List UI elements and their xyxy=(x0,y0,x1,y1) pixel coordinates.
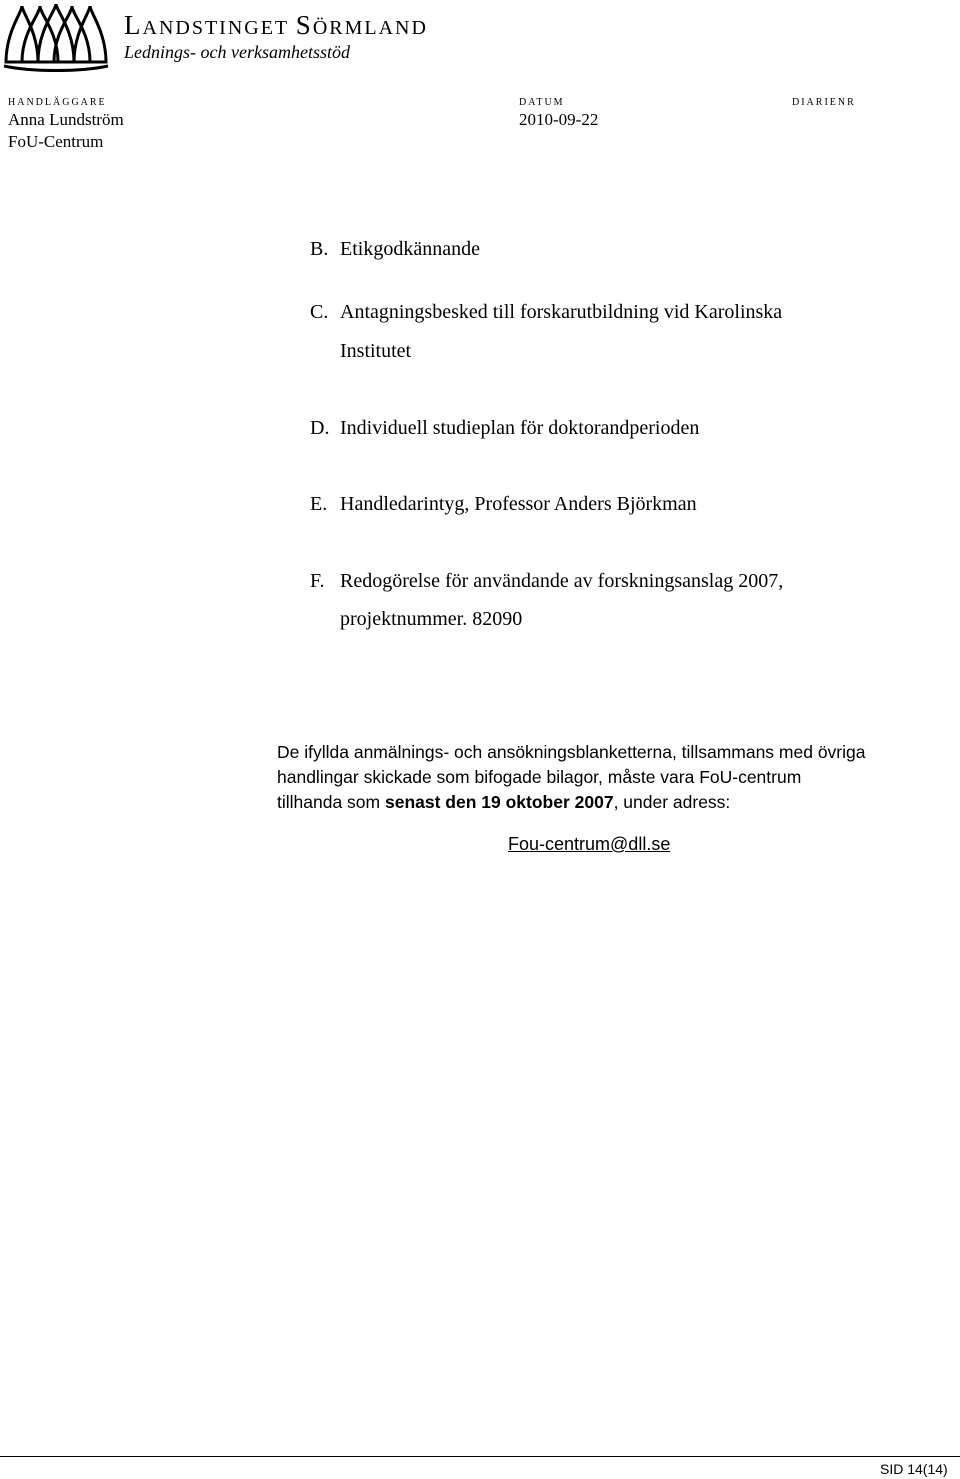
attachment-item-f xyxy=(310,570,783,593)
organization-name xyxy=(124,12,428,39)
attachment-letter: E. xyxy=(310,493,328,515)
footer-divider xyxy=(0,1456,960,1457)
attachment-item-b xyxy=(310,238,480,261)
closing-line-3-end: , under adress: xyxy=(613,792,731,812)
department-name: Lednings- och verksamhetsstöd xyxy=(124,42,350,62)
attachment-text: Individuell studieplan för doktorandperioden xyxy=(340,417,700,439)
email-link[interactable]: Fou-centrum@dll.se xyxy=(508,834,671,854)
attachment-item-c xyxy=(310,301,782,324)
org-name-initial-2: S xyxy=(295,10,313,40)
attachment-letter: D. xyxy=(310,417,330,439)
datum-value: 2010-09-22 xyxy=(519,110,599,129)
attachment-item-c-continuation: Institutet xyxy=(340,340,412,362)
attachment-letter: B. xyxy=(310,238,329,260)
closing-line-3 xyxy=(277,790,947,815)
handlaggare-label: HANDLÄGGARE xyxy=(8,97,107,108)
attachment-text: Handledarintyg, Professor Anders Björkman xyxy=(340,493,697,515)
org-name-part-1: ANDSTINGET xyxy=(142,17,296,39)
handlaggare-name: Anna Lundström xyxy=(8,110,124,129)
page-number: SID 14(14) xyxy=(880,1461,948,1477)
closing-line-3-start: tillhanda som xyxy=(277,792,385,812)
datum-label: DATUM xyxy=(519,97,565,108)
handlaggare-department: FoU-Centrum xyxy=(8,132,104,151)
attachment-text: Etikgodkännande xyxy=(340,238,480,260)
diarienr-label: DIARIENR xyxy=(792,97,856,108)
attachment-item-e xyxy=(310,493,697,516)
attachment-item-f-continuation: projektnummer. 82090 xyxy=(340,608,523,630)
closing-line-1: De ifyllda anmälnings- och ansökningsblanketterna, tillsammans med övriga xyxy=(277,742,866,762)
org-name-part-2: ÖRMLAND xyxy=(312,17,428,39)
attachment-text: Redogörelse för användande av forskningsanslag 2007, xyxy=(340,570,784,592)
org-name-initial-1: L xyxy=(124,10,143,40)
closing-line-2: handlingar skickade som bifogade bilagor, måste vara FoU-centrum xyxy=(277,767,802,787)
deadline-text: senast den 19 oktober 2007 xyxy=(384,792,614,812)
lotus-flower-logo-icon xyxy=(2,2,110,72)
closing-paragraph xyxy=(277,740,947,815)
attachment-text: Antagningsbesked till forskarutbildning vid Karolinska xyxy=(340,301,783,323)
attachment-item-d xyxy=(310,417,699,440)
attachment-letter: F. xyxy=(310,570,325,592)
attachment-letter: C. xyxy=(310,301,329,323)
